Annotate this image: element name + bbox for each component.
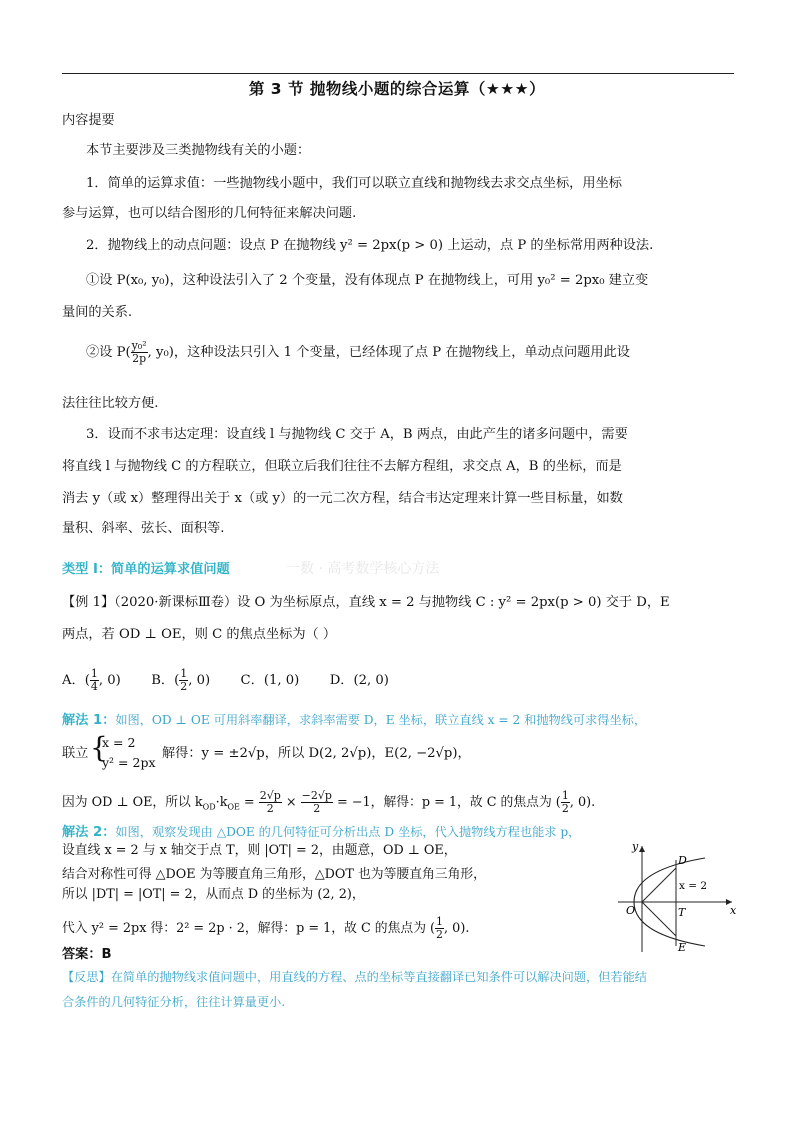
- label-O: O: [626, 904, 636, 917]
- section-title: 第 3 节 抛物线小题的综合运算（★★★）: [248, 80, 546, 98]
- option-a: [62, 667, 121, 693]
- line3-suffix: = −1，解得：p = 1，故 C 的焦点为 (: [337, 795, 561, 810]
- intro-lead: 本节主要涉及三类抛物线有关的小题：: [86, 143, 311, 158]
- option-c: C．(1, 0): [240, 673, 300, 688]
- line5-den: 2: [436, 928, 444, 941]
- solution1-system-result: 解得：y = ±2√p，所以 D(2, 2√p)，E(2, −2√p)，: [162, 746, 471, 761]
- intro-p1a: 1．简单的运算求值：一些抛物线小题中，我们可以联立直线和抛物线去求交点坐标，用坐标: [86, 176, 622, 191]
- example1-stem-a: 【例 1】（2020·新课标Ⅲ卷）设 O 为坐标原点，直线 x = 2 与抛物线 C : y² = 2px(p > 0) 交于 D，E: [62, 595, 670, 610]
- system-eq1: x = 2: [102, 735, 136, 750]
- label-E: E: [678, 941, 687, 954]
- option-b-num: 1: [180, 667, 188, 680]
- option2-denominator: 2p: [132, 352, 147, 365]
- line3-frac1: [259, 790, 282, 815]
- label-y: y: [632, 840, 639, 853]
- type1-heading: 类型 I：简单的运算求值问题: [62, 562, 230, 577]
- line5-num: 1: [436, 915, 444, 928]
- option-a-prefix: A．(: [62, 673, 90, 688]
- intro-p1b: 参与运算，也可以结合图形的几何特征来解决问题.: [62, 206, 357, 221]
- label-D: D: [678, 854, 687, 867]
- reflection-label: 【反思】: [62, 970, 111, 984]
- reflection-line2: 合条件的几何特征分析，往往计算量更小.: [62, 995, 286, 1009]
- reflection-line1: [62, 968, 647, 986]
- label-line: x = 2: [679, 880, 708, 892]
- y-axis-arrow: [639, 846, 645, 852]
- intro-p3d: 量积、斜率、弦长、面积等.: [62, 521, 225, 536]
- solution1-label: 解法 1：: [62, 713, 116, 728]
- frac2-num: −2√p: [301, 789, 332, 802]
- system-eq2: y² = 2px: [102, 755, 156, 770]
- focus-num: 1: [561, 789, 569, 802]
- line3-frac2: [301, 790, 333, 815]
- option-b-prefix: B．(: [151, 673, 180, 688]
- solution1-line1: [62, 711, 646, 730]
- intro-p3c: 消去 y（或 x）整理得出关于 x（或 y）的一元二次方程，结合韦达定理来计算一些目标量，如数: [62, 491, 623, 506]
- intro-p2-option2b: 法往往比较方便.: [62, 396, 159, 411]
- option2-suffix: , y₀)，这种设法只引入 1 个变量，已经体现了点 P 在抛物线上，单动点问题用此设: [147, 345, 630, 360]
- option-d: D．(2, 0): [329, 673, 389, 688]
- focus-den: 2: [561, 802, 569, 815]
- option-b-suffix: , 0): [188, 673, 211, 688]
- option-a-den: 4: [90, 680, 98, 693]
- segment-OD: [642, 868, 676, 902]
- label-T: T: [678, 906, 686, 919]
- solution2-hint: 如图，观察发现由 △DOE 的几何特征可分析出点 D 坐标，代入抛物线方程也能求 p，: [115, 825, 581, 839]
- intro-p3b: 将直线 l 与抛物线 C 的方程联立，但联立后我们往往不去解方程组，求交点 A，B 的坐标，而是: [62, 459, 622, 474]
- example1-options: [62, 668, 389, 693]
- system-brace: {: [90, 731, 108, 764]
- solution1-hint: 如图，OD ⊥ OE 可用斜率翻译，求斜率需要 D，E 坐标，联立直线 x = 2 和抛物线可求得坐标，: [115, 713, 647, 727]
- focus-suffix: , 0).: [569, 795, 596, 810]
- header-rule: [62, 73, 734, 74]
- line5-suffix: , 0).: [444, 921, 470, 936]
- example1-stem-b: 两点，若 OD ⊥ OE，则 C 的焦点坐标为（ ）: [62, 627, 337, 642]
- intro-p2-option1a: ①设 P(x₀, y₀)，这种设法引入了 2 个变量，没有体现点 P 在抛物线上，可用 y₀² = 2px₀ 建立变: [86, 273, 649, 288]
- solution2-line4: 所以 |DT| = |OT| = 2，从而点 D 的坐标为 (2, 2)，: [62, 887, 365, 902]
- option-b: [151, 667, 211, 693]
- option-a-num: 1: [90, 667, 98, 680]
- line3-dot: ·k: [215, 795, 228, 810]
- option2-fraction: [131, 340, 148, 365]
- option-b-fraction: [179, 668, 188, 693]
- intro-p2-option2a: [86, 340, 630, 365]
- line3-prefix: 因为 OD ⊥ OE，所以 k: [62, 795, 203, 810]
- segment-OE: [642, 902, 676, 936]
- frac2-den: 2: [313, 802, 321, 815]
- option-a-suffix: , 0): [98, 673, 121, 688]
- intro-p3a: 3．设而不求韦达定理：设直线 l 与抛物线 C 交于 A，B 两点，由此产生的诸多问题中，需要: [86, 427, 628, 442]
- intro-p2: 2．抛物线上的动点问题：设点 P 在抛物线 y² = 2px(p > 0) 上运动，点 P 的坐标常用两种设法.: [86, 238, 654, 253]
- option2-numerator: y₀²: [131, 339, 147, 352]
- answer: 答案：B: [62, 947, 112, 962]
- frac1-den: 2: [266, 802, 274, 815]
- intro-heading: 内容提要: [62, 113, 115, 128]
- watermark: 一数 · 高考数学核心方法: [286, 561, 440, 577]
- frac1-num: 2√p: [259, 789, 281, 802]
- intro-p2-option1b: 量间的关系.: [62, 305, 133, 320]
- solution2-line3: 结合对称性可得 △DOE 为等腰直角三角形，△DOT 也为等腰直角三角形，: [62, 867, 486, 882]
- focus-frac: [561, 790, 570, 815]
- reflection-text1: 在简单的抛物线求值问题中，用直线的方程、点的坐标等直接翻译已知条件可以解决问题，但若能结: [110, 970, 647, 984]
- solution2-line5: [62, 916, 469, 941]
- solution2-line1: [62, 823, 580, 842]
- option-a-fraction: [90, 668, 99, 693]
- line5-prefix: 代入 y² = 2px 得：2² = 2p · 2，解得：p = 1，故 C 的焦点为 (: [62, 921, 436, 936]
- solution1-system-prefix: 联立: [62, 746, 89, 761]
- option2-prefix: ②设 P(: [86, 345, 131, 360]
- option-b-den: 2: [180, 680, 188, 693]
- solution1-line3: 因为 OD ⊥ OE，所以 $k_{OD}\cdot k_{OE}$ = $\frac{2√p}{2}$ × $\frac{-2√p}{2}$ = −1，解得：p = 1，故 C 的焦点为 ( $\frac{1}{2}$ , 0).: [62, 789, 596, 815]
- parabola-figure: [612, 840, 742, 956]
- solution2-line2: 设直线 x = 2 与 x 轴交于点 T，则 |OT| = 2，由题意，OD ⊥ OE，: [62, 843, 457, 858]
- solution2-label: 解法 2：: [62, 825, 116, 840]
- line5-frac: [435, 916, 444, 941]
- label-x: x: [730, 904, 737, 917]
